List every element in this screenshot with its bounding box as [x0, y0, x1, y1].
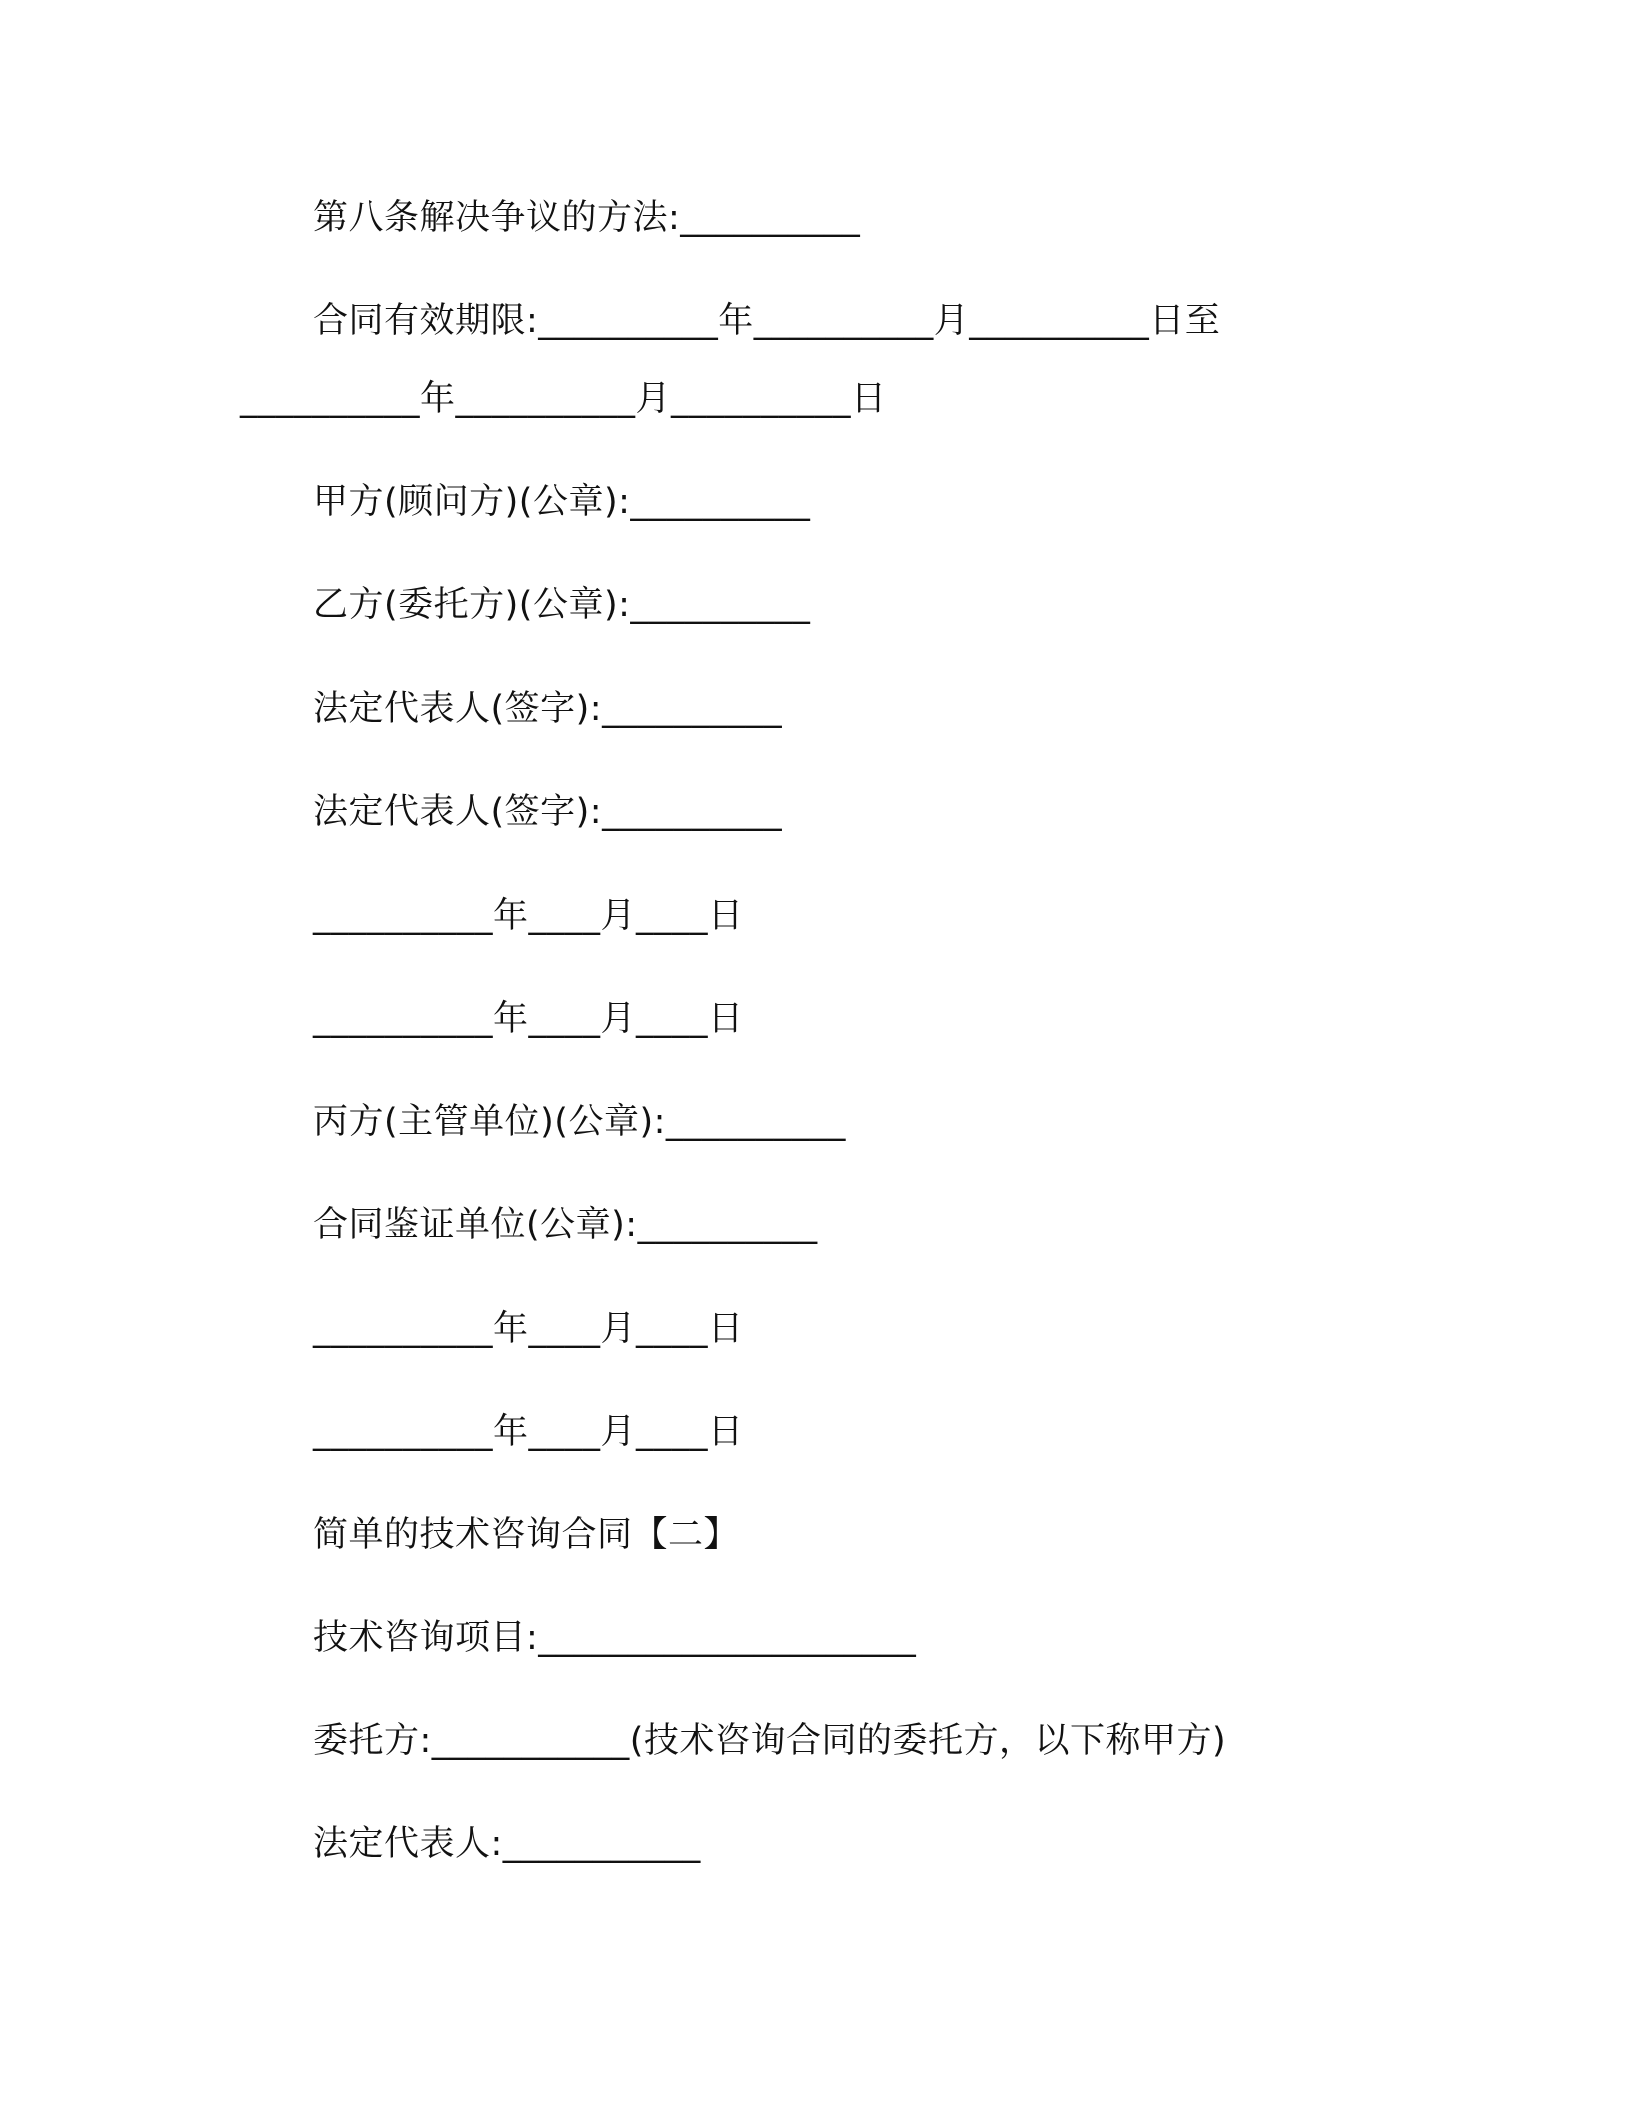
date-line-1: __________年____月____日: [313, 896, 744, 936]
legal-representative: 法定代表人:___________: [313, 1824, 701, 1864]
date-line-4: __________年____月____日: [313, 1412, 744, 1452]
date-line-2: __________年____月____日: [313, 999, 744, 1039]
contract-validity-period-end: __________年__________月__________日: [240, 379, 887, 419]
legal-representative-signature-1: 法定代表人(签字):__________: [313, 689, 783, 729]
party-b-seal: 乙方(委托方)(公章):__________: [313, 585, 811, 625]
article-8-dispute-resolution: 第八条解决争议的方法:__________: [313, 198, 861, 238]
contract-verification-unit-seal: 合同鉴证单位(公章):__________: [313, 1205, 818, 1245]
legal-representative-signature-2: 法定代表人(签字):__________: [313, 792, 783, 832]
party-c-seal: 丙方(主管单位)(公章):__________: [313, 1102, 846, 1142]
client-party: 委托方:___________(技术咨询合同的委托方，以下称甲方): [313, 1721, 1227, 1761]
consulting-project: 技术咨询项目:_____________________: [313, 1618, 917, 1658]
section-title: 简单的技术咨询合同【二】: [313, 1515, 740, 1555]
date-line-3: __________年____月____日: [313, 1309, 744, 1349]
party-a-seal: 甲方(顾问方)(公章):__________: [313, 482, 811, 522]
contract-validity-period: 合同有效期限:__________年__________月__________日至: [313, 301, 1221, 341]
